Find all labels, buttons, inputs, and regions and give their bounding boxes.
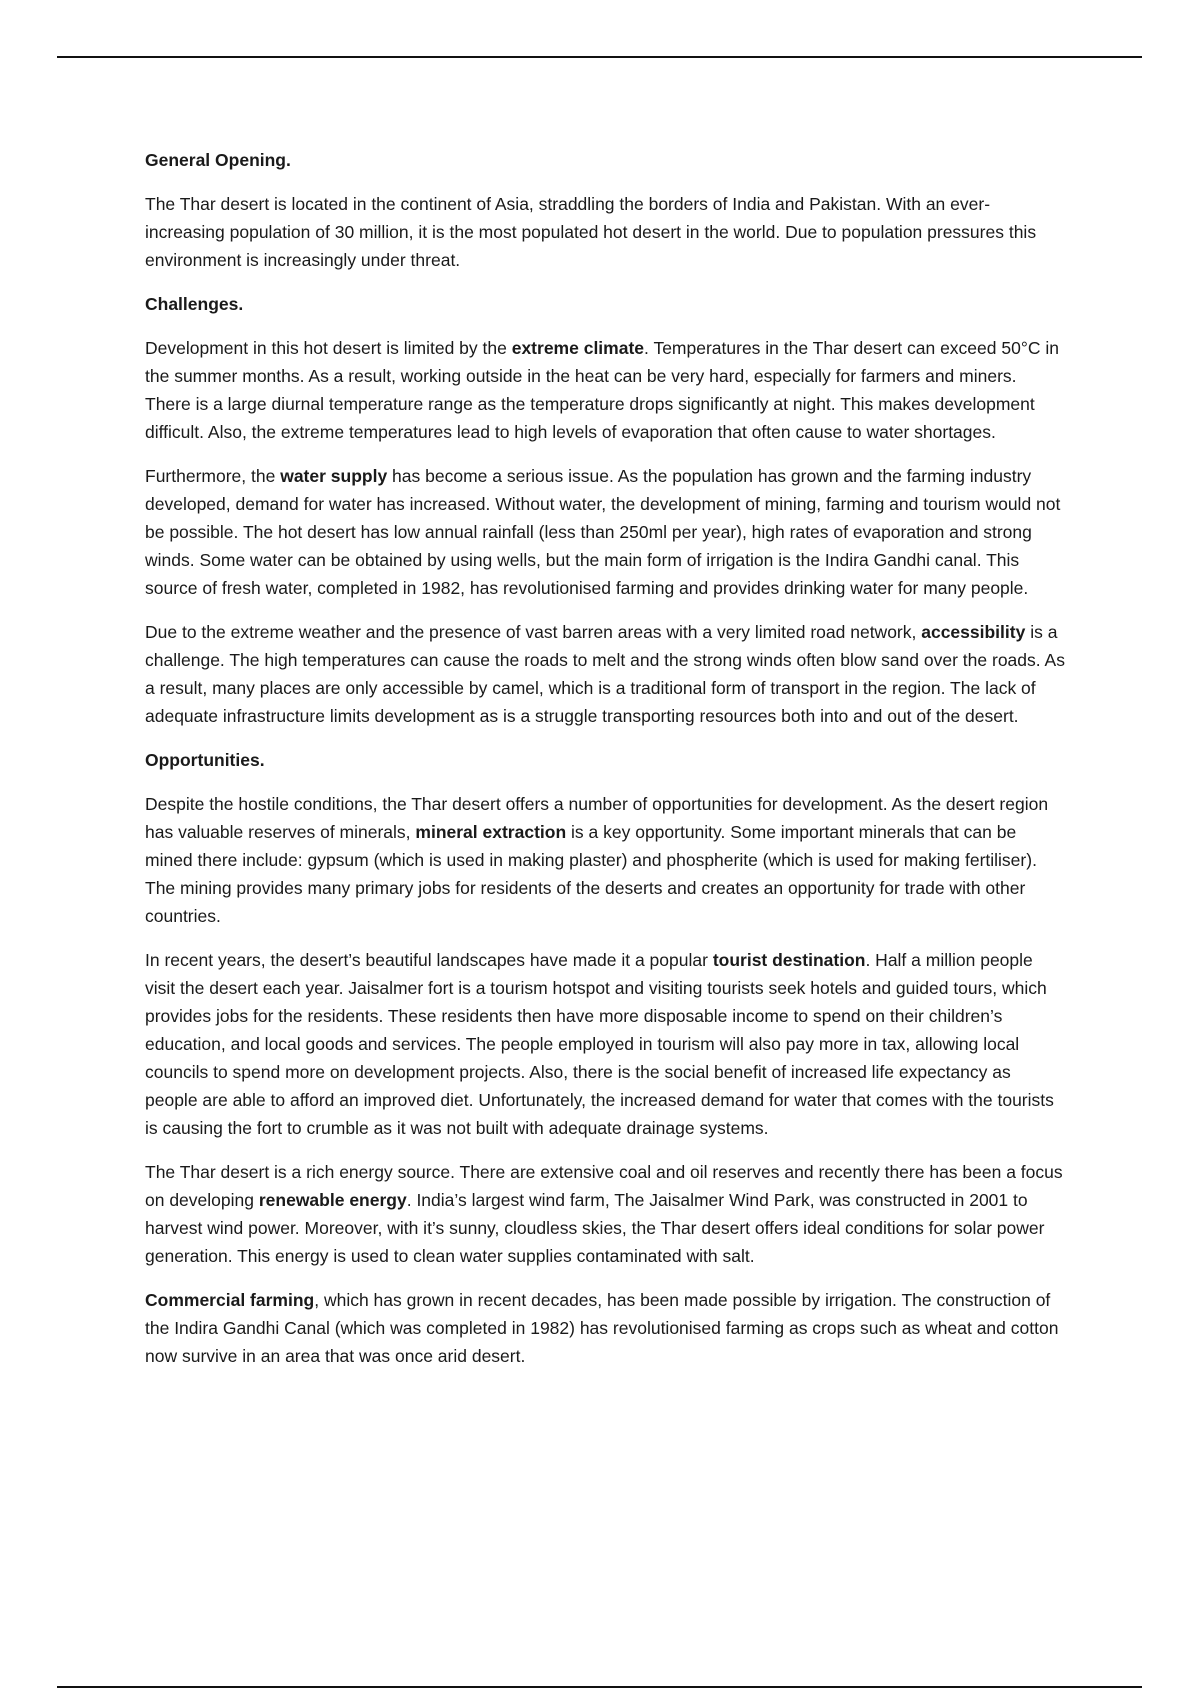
bold-term-accessibility: accessibility xyxy=(921,622,1026,642)
text-run: Due to the extreme weather and the presence of vast barren areas with a very limited road network, xyxy=(145,622,922,642)
bottom-divider xyxy=(57,1686,1142,1688)
bold-term-water-supply: water supply xyxy=(280,466,388,486)
text-run: is a key opportunity. Some important minerals that can be mined there include: gypsum (which is used in making plaster) and phospherite (which is used for making fertiliser). The mining provides many primary jobs for residents of the deserts and creates an opportunity for trade with other countries. xyxy=(145,822,1037,926)
paragraph-general-opening xyxy=(145,190,1065,274)
paragraph-commercial-farming xyxy=(145,1286,1065,1370)
bold-term-renewable-energy: renewable energy xyxy=(258,1190,407,1210)
heading-general-opening: General Opening. xyxy=(145,150,291,170)
text-run: . India’s largest wind farm, The Jaisalmer Wind Park, was constructed in 2001 to harvest wind power. Moreover, with it’s sunny, cloudless skies, the Thar desert offers ideal conditions for solar power generation. This energy is used to clean water supplies contaminated with salt. xyxy=(145,1190,1045,1266)
text-run: . Half a million people visit the desert each year. Jaisalmer fort is a tourism hotspot and visiting tourists seek hotels and guided tours, which provides jobs for the residents. These residents then have more disposable income to spend on their children’s education, and local goods and services. The people employed in tourism will also pay more in tax, allowing local councils to spend more on development projects. Also, there is the social benefit of increased life expectancy as people are able to afford an improved diet. Unfortunately, the increased demand for water that comes with the tourists is causing the fort to crumble as it was not built with adequate drainage systems. xyxy=(145,950,1054,1138)
bold-term-tourist-destination: tourist destination xyxy=(712,950,866,970)
paragraph-water-supply xyxy=(145,462,1065,602)
text-run: The Thar desert is a rich energy source. There are extensive coal and oil reserves and recently there has been a focus on developing xyxy=(145,1162,1063,1210)
heading-opportunities: Opportunities. xyxy=(145,750,265,770)
text-run: Furthermore, the xyxy=(145,466,281,486)
top-divider xyxy=(57,56,1142,58)
paragraph-renewable-energy xyxy=(145,1158,1065,1270)
text-run: , which has grown in recent decades, has been made possible by irrigation. The construction of the Indira Gandhi Canal (which was completed in 1982) has revolutionised farming as crops such as wheat and cotton now survive in an area that was once arid desert. xyxy=(145,1290,1059,1366)
text-run: Development in this hot desert is limited by the xyxy=(145,338,512,358)
paragraph-tourist-destination xyxy=(145,946,1065,1142)
bold-term-mineral-extraction: mineral extraction xyxy=(415,822,567,842)
paragraph-mineral-extraction xyxy=(145,790,1065,930)
text-run: . Temperatures in the Thar desert can exceed 50°C in the summer months. As a result, working outside in the heat can be very hard, especially for farmers and miners. There is a large diurnal temperature range as the temperature drops significantly at night. This makes development difficult. Also, the extreme temperatures lead to high levels of evaporation that often cause to water shortages. xyxy=(145,338,1059,442)
bold-term-extreme-climate: extreme climate xyxy=(511,338,645,358)
paragraph-extreme-climate xyxy=(145,334,1065,446)
text-run: has become a serious issue. As the population has grown and the farming industry developed, demand for water has increased. Without water, the development of mining, farming and tourism would not be possible. The hot desert has low annual rainfall (less than 250ml per year), high rates of evaporation and strong winds. Some water can be obtained by using wells, but the main form of irrigation is the Indira Gandhi canal. This source of fresh water, completed in 1982, has revolutionised farming and provides drinking water for many people. xyxy=(145,466,1061,598)
heading-challenges: Challenges. xyxy=(145,294,244,314)
text-run: The Thar desert is located in the continent of Asia, straddling the borders of India and Pakistan. With an ever-increasing population of 30 million, it is the most populated hot desert in the world. Due to population pressures this environment is increasingly under threat. xyxy=(145,194,1037,270)
document-body xyxy=(145,146,1065,1386)
paragraph-accessibility xyxy=(145,618,1065,730)
text-run: In recent years, the desert’s beautiful landscapes have made it a popular xyxy=(145,950,713,970)
text-run: is a challenge. The high temperatures can cause the roads to melt and the strong winds often blow sand over the roads. As a result, many places are only accessible by camel, which is a traditional form of transport in the region. The lack of adequate infrastructure limits development as is a struggle transporting resources both into and out of the desert. xyxy=(145,622,1065,726)
bold-term-commercial-farming: Commercial farming xyxy=(145,1290,315,1310)
text-run: Despite the hostile conditions, the Thar desert offers a number of opportunities for development. As the desert region has valuable reserves of minerals, xyxy=(145,794,1049,842)
